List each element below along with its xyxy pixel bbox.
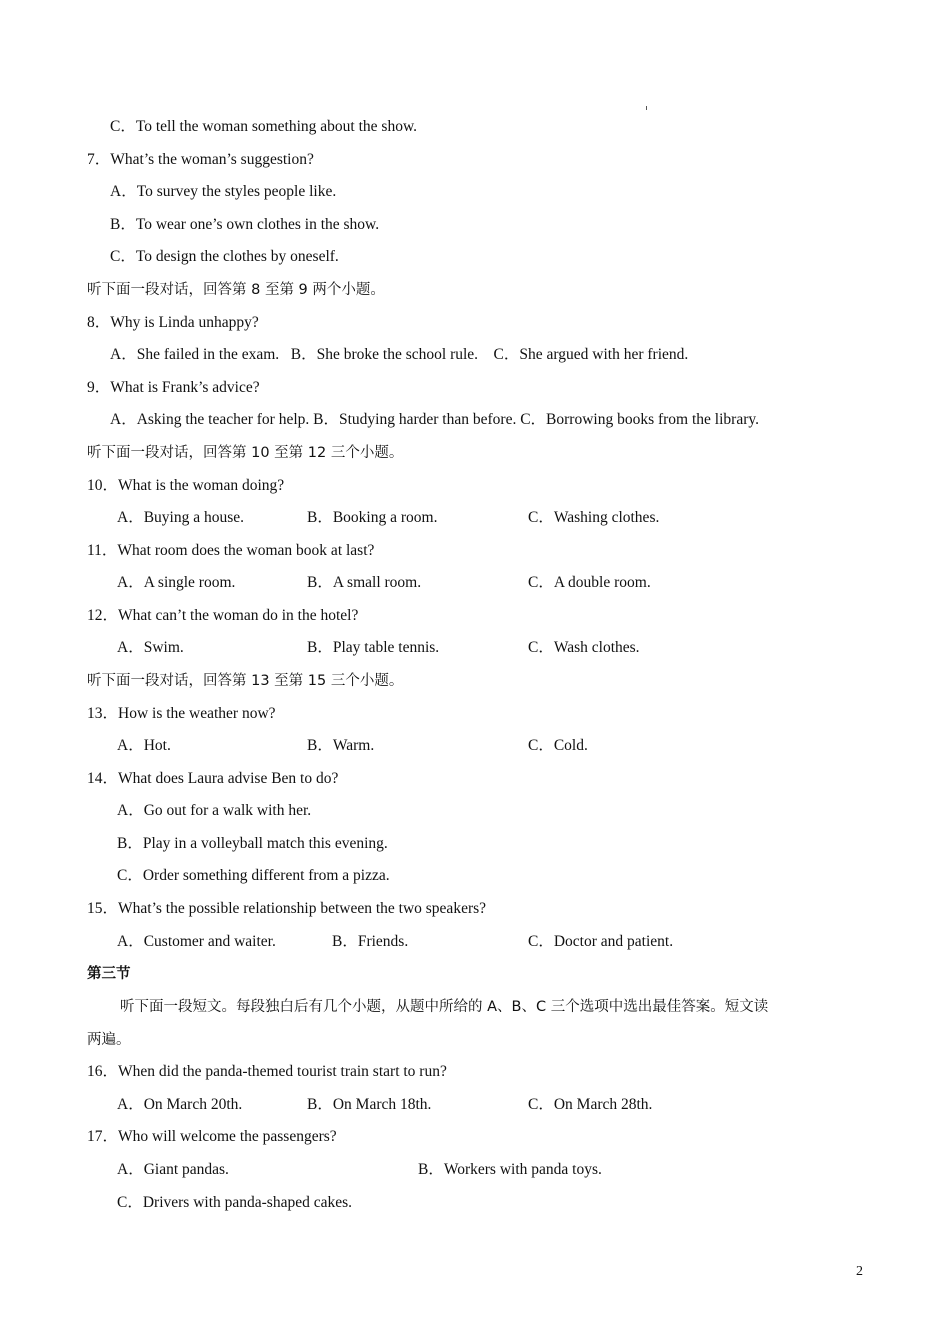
- q9-question: 9．What is Frank’s advice?: [87, 379, 260, 396]
- q17-option-a: A．Giant pandas.: [117, 1161, 229, 1178]
- q7-option-a: A．To survey the styles people like.: [110, 183, 337, 200]
- instruction-q10-12: 听下面一段对话，回答第 10 至第 12 三个小题。: [87, 445, 404, 461]
- q10-question: 10．What is the woman doing?: [87, 477, 285, 494]
- instruction-q13-15: 听下面一段对话，回答第 13 至第 15 三个小题。: [87, 673, 404, 689]
- q13-option-a: A．Hot.: [117, 737, 171, 754]
- instruction-q8-9: 听下面一段对话，回答第 8 至第 9 两个小题。: [87, 282, 385, 298]
- q13-question: 13．How is the weather now?: [87, 705, 276, 722]
- section-3-instruction-cont: 两遍。: [87, 1032, 131, 1048]
- q11-option-c: C．A double room.: [528, 574, 651, 591]
- q7-question: 7．What’s the woman’s suggestion?: [87, 151, 314, 168]
- q7-option-b: B．To wear one’s own clothes in the show.: [110, 216, 380, 233]
- q12-option-a: A．Swim.: [117, 639, 184, 656]
- q11-question: 11．What room does the woman book at last?: [87, 542, 375, 559]
- q16-option-b: B．On March 18th.: [307, 1096, 432, 1113]
- q16-question: 16．When did the panda-themed tourist train start to run?: [87, 1063, 447, 1080]
- section-3-heading: 第三节: [87, 966, 131, 982]
- q15-option-c: C．Doctor and patient.: [528, 933, 674, 950]
- q17-option-b: B．Workers with panda toys.: [418, 1161, 602, 1178]
- q9-options: A．Asking the teacher for help. B．Studying harder than before. C．Borrowing books from the library.: [110, 411, 759, 428]
- q14-option-c: C．Order something different from a pizza.: [117, 867, 390, 884]
- q11-option-a: A．A single room.: [117, 574, 236, 591]
- q14-option-b: B．Play in a volleyball match this evening.: [117, 835, 388, 852]
- q15-question: 15．What’s the possible relationship between the two speakers?: [87, 900, 487, 917]
- q8-options: A．She failed in the exam. B．She broke the school rule. C．She argued with her friend.: [110, 346, 689, 363]
- q13-option-c: C．Cold.: [528, 737, 588, 754]
- q16-option-c: C．On March 28th.: [528, 1096, 653, 1113]
- section-3-instruction: 听下面一段短文。每段独白后有几个小题，从题中所给的 A、B、C 三个选项中选出最佳答案。短文读: [120, 999, 769, 1015]
- q10-option-a: A．Buying a house.: [117, 509, 245, 526]
- q8-question: 8．Why is Linda unhappy?: [87, 314, 259, 331]
- q15-option-b: B．Friends.: [332, 933, 409, 950]
- q16-option-a: A．On March 20th.: [117, 1096, 243, 1113]
- q6-option-c: C．To tell the woman something about the show.: [110, 118, 418, 135]
- q12-option-c: C．Wash clothes.: [528, 639, 640, 656]
- page-number: 2: [856, 1264, 863, 1279]
- q14-question: 14．What does Laura advise Ben to do?: [87, 770, 339, 787]
- q10-option-b: B．Booking a room.: [307, 509, 438, 526]
- q12-option-b: B．Play table tennis.: [307, 639, 440, 656]
- q15-option-a: A．Customer and waiter.: [117, 933, 276, 950]
- q10-option-c: C．Washing clothes.: [528, 509, 660, 526]
- q11-option-b: B．A small room.: [307, 574, 422, 591]
- q12-question: 12．What can’t the woman do in the hotel?: [87, 607, 359, 624]
- q13-option-b: B．Warm.: [307, 737, 375, 754]
- q17-question: 17．Who will welcome the passengers?: [87, 1128, 337, 1145]
- page-mark: [646, 106, 647, 110]
- q14-option-a: A．Go out for a walk with her.: [117, 802, 312, 819]
- q17-option-c: C．Drivers with panda-shaped cakes.: [117, 1194, 353, 1211]
- q7-option-c: C．To design the clothes by oneself.: [110, 248, 339, 265]
